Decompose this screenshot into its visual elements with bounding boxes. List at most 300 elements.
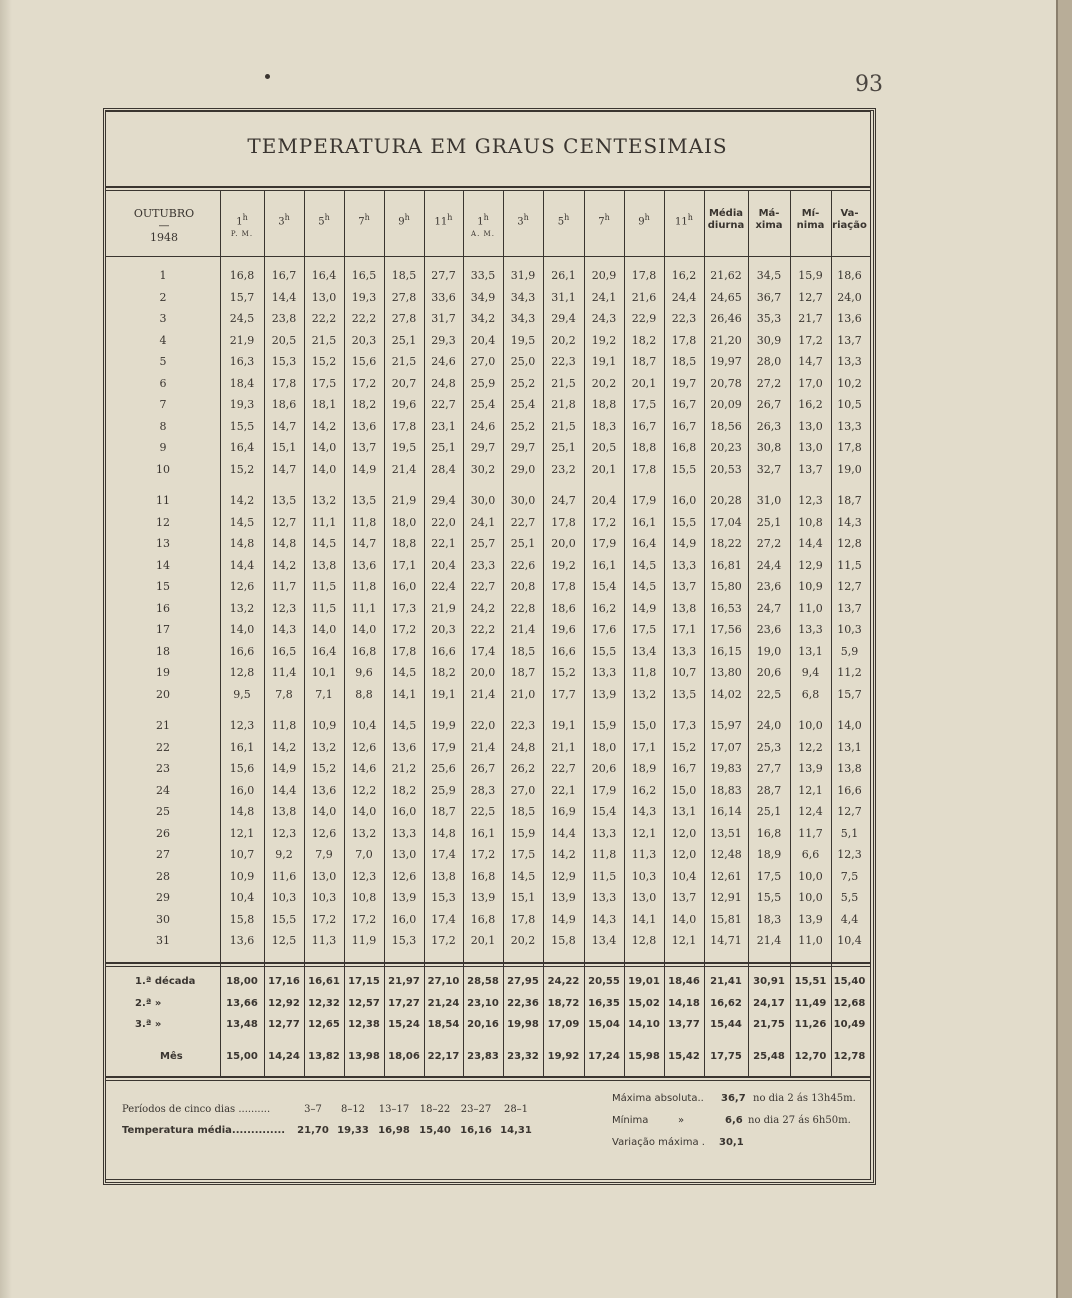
day-number: 3 <box>159 312 167 325</box>
table-cell: 14,7 <box>271 462 297 476</box>
summary-cell: 15,24 <box>388 1019 420 1030</box>
table-cell: 24,6 <box>431 355 456 368</box>
table-cell: 17,3 <box>391 601 417 615</box>
min-abs-value: 6,6 <box>725 1115 743 1126</box>
table-cell: 13,3 <box>837 355 862 368</box>
table-cell: 27,8 <box>391 290 417 304</box>
summary-cell: 12,92 <box>268 998 300 1009</box>
day-number: 30 <box>156 912 170 926</box>
table-cell: 13,5 <box>351 494 377 507</box>
table-cell: 25,3 <box>756 740 782 754</box>
table-cell: 10,3 <box>631 869 657 883</box>
table-cell: 11,5 <box>311 580 337 593</box>
table-cell: 30,8 <box>756 441 782 454</box>
table-cell: 12,4 <box>798 805 823 818</box>
table-cell: 10,9 <box>798 580 823 593</box>
table-cell: 16,14 <box>710 805 742 818</box>
day-number: 10 <box>156 462 170 476</box>
table-cell: 18,6 <box>837 269 862 282</box>
table-cell: 24,0 <box>837 290 862 304</box>
table-cell: 12,8 <box>229 666 255 679</box>
table-cell: 14,8 <box>229 805 255 818</box>
summary-cell: 13,77 <box>668 1019 700 1030</box>
summary-cell: 15,02 <box>628 998 660 1009</box>
min-abs-label: Mínima <box>612 1115 649 1126</box>
table-cell: 13,0 <box>391 848 417 861</box>
header-col <box>384 212 424 228</box>
table-cell: 10,0 <box>798 869 823 883</box>
table-cell: 35,3 <box>756 312 782 325</box>
table-cell: 17,2 <box>351 912 377 926</box>
table-cell: 12,6 <box>351 740 377 754</box>
table-cell: 16,4 <box>229 441 255 454</box>
table-cell: 14,0 <box>837 719 862 732</box>
day-number: 17 <box>156 623 170 636</box>
header-col-main: 9 <box>638 216 645 228</box>
table-cell: 22,3 <box>671 312 697 325</box>
summary-cell: 16,62 <box>710 998 742 1009</box>
table-cell: 25,7 <box>470 537 496 550</box>
table-cell: 29,7 <box>510 441 536 454</box>
table-cell: 31,1 <box>551 290 576 304</box>
summary-cell: 18,00 <box>226 976 258 987</box>
day-number: 5 <box>159 355 167 368</box>
table-cell: 15,3 <box>271 355 297 368</box>
table-cell: 16,6 <box>431 644 456 658</box>
table-cell: 14,5 <box>311 537 337 550</box>
table-cell: 14,5 <box>391 719 417 732</box>
table-cell: 18,4 <box>229 376 255 390</box>
table-cell: 12,2 <box>798 740 823 754</box>
table-cell: 16,8 <box>671 441 697 454</box>
table-cell: 13,2 <box>229 601 255 615</box>
period-range: 28–1 <box>503 1104 529 1115</box>
table-cell: 20,28 <box>710 494 742 507</box>
table-cell: 18,1 <box>311 398 337 411</box>
table-cell: 22,5 <box>470 805 496 818</box>
table-cell: 12,48 <box>710 848 742 861</box>
table-cell: 11,0 <box>798 601 823 615</box>
table-cell: 21,9 <box>391 494 417 507</box>
table-cell: 12,61 <box>710 869 742 883</box>
header-col-sub: nima <box>796 220 825 231</box>
periods-label: Períodos de cinco dias .......... <box>122 1104 271 1115</box>
summary-cell: 18,06 <box>388 1051 420 1062</box>
table-cell: 13,3 <box>671 644 697 658</box>
day-number: 16 <box>156 601 170 615</box>
table-cell: 12,7 <box>271 515 297 529</box>
table-cell: 15,2 <box>229 462 255 476</box>
page-number: 93 <box>855 72 883 97</box>
table-cell: 18,5 <box>391 269 417 282</box>
page-title: TEMPERATURA EM GRAUS CENTESIMAIS <box>247 134 728 158</box>
table-cell: 26,7 <box>470 762 496 775</box>
period-temp: 14,31 <box>500 1125 532 1136</box>
table-cell: 20,0 <box>551 537 576 550</box>
table-cell: 17,4 <box>431 848 456 861</box>
header-col-main: Mí- <box>801 208 820 219</box>
table-cell: 16,4 <box>631 537 657 550</box>
table-cell: 13,3 <box>591 891 617 904</box>
table-cell: 10,9 <box>229 869 255 883</box>
table-cell: 19,3 <box>229 398 255 411</box>
table-cell: 13,6 <box>837 312 862 325</box>
table-cell: 34,3 <box>510 312 536 325</box>
table-cell: 18,22 <box>710 537 742 550</box>
table-cell: 17,2 <box>351 376 377 390</box>
table-cell: 20,4 <box>470 333 496 347</box>
summary-cell: 12,77 <box>268 1019 300 1030</box>
table-cell: 21,5 <box>391 355 417 368</box>
header-col-sub: xima <box>755 220 783 231</box>
table-cell: 18,9 <box>756 848 782 861</box>
table-cell: 14,0 <box>311 462 337 476</box>
table-cell: 13,0 <box>631 891 657 904</box>
table-cell: 17,8 <box>510 912 536 926</box>
summary-cell: 17,27 <box>388 998 420 1009</box>
table-cell: 24,0 <box>756 719 782 732</box>
header-year: 1948 <box>150 231 178 244</box>
summary-cell: 18,46 <box>668 976 700 987</box>
table-cell: 21,1 <box>551 740 576 754</box>
table-cell: 25,4 <box>510 398 536 411</box>
table-cell: 28,0 <box>756 355 782 368</box>
table-cell: 21,9 <box>229 333 255 347</box>
table-cell: 27,7 <box>431 269 456 282</box>
table-cell: 16,1 <box>591 558 617 572</box>
table-cell: 15,5 <box>591 644 617 658</box>
summary-bottom-line <box>106 1076 871 1078</box>
table-cell: 13,8 <box>431 869 456 883</box>
table-cell: 13,7 <box>837 333 862 347</box>
table-cell: 12,3 <box>229 719 255 732</box>
table-cell: 21,5 <box>551 419 576 433</box>
table-cell: 17,8 <box>551 515 576 529</box>
table-cell: 14,2 <box>229 494 255 507</box>
table-cell: 17,8 <box>837 441 862 454</box>
table-cell: 18,5 <box>671 355 697 368</box>
header-col-sup: h <box>364 213 370 222</box>
header-col <box>624 212 664 228</box>
table-cell: 13,7 <box>837 601 862 615</box>
table-cell: 13,9 <box>798 762 823 775</box>
table-cell: 11,8 <box>351 515 377 529</box>
table-cell: 15,2 <box>311 355 337 368</box>
table-cell: 7,8 <box>275 687 293 701</box>
table-cell: 13,2 <box>351 826 377 840</box>
table-cell: 14,7 <box>271 419 297 433</box>
table-cell: 22,2 <box>470 623 496 636</box>
table-cell: 10,1 <box>311 666 337 679</box>
table-cell: 13,3 <box>391 826 417 840</box>
summary-cell: 12,38 <box>348 1019 380 1030</box>
table-cell: 25,1 <box>756 805 782 818</box>
summary-cell: 20,55 <box>588 976 620 987</box>
table-cell: 16,8 <box>470 912 496 926</box>
table-cell: 10,4 <box>351 719 377 732</box>
table-cell: 17,9 <box>591 783 617 797</box>
table-cell: 21,6 <box>631 290 657 304</box>
table-cell: 11,5 <box>311 601 337 615</box>
table-cell: 16,2 <box>671 269 697 282</box>
header-col-sup: h <box>604 213 610 222</box>
table-cell: 31,7 <box>431 312 456 325</box>
table-cell: 14,4 <box>229 558 255 572</box>
table-cell: 17,6 <box>591 623 617 636</box>
table-cell: 18,7 <box>631 355 657 368</box>
table-cell: 14,2 <box>271 558 297 572</box>
table-cell: 21,4 <box>510 623 536 636</box>
table-cell: 20,2 <box>551 333 576 347</box>
table-cell: 15,5 <box>271 912 297 926</box>
table-cell: 11,1 <box>311 515 337 529</box>
table-cell: 15,5 <box>229 419 255 433</box>
table-cell: 33,5 <box>470 269 496 282</box>
table-cell: 14,0 <box>311 623 337 636</box>
table-cell: 33,6 <box>431 290 456 304</box>
table-cell: 25,6 <box>431 762 456 775</box>
period-range: 13–17 <box>378 1104 410 1115</box>
header-col-sup: h <box>404 213 410 222</box>
table-cell: 20,2 <box>591 376 617 390</box>
summary-cell: 11,26 <box>794 1019 827 1030</box>
table-cell: 7,0 <box>355 848 373 861</box>
table-cell: 17,4 <box>431 912 456 926</box>
period-range: 3–7 <box>304 1104 322 1115</box>
table-cell: 14,3 <box>631 805 657 818</box>
table-cell: 18,7 <box>837 494 862 507</box>
summary-cell: 23,10 <box>467 998 499 1009</box>
table-cell: 15,5 <box>671 515 697 529</box>
table-cell: 15,6 <box>229 762 255 775</box>
table-cell: 18,6 <box>551 601 576 615</box>
table-cell: 16,15 <box>710 644 742 658</box>
table-cell: 16,1 <box>631 515 657 529</box>
table-cell: 18,0 <box>391 515 417 529</box>
table-cell: 27,7 <box>756 762 782 775</box>
day-number: 26 <box>156 826 170 840</box>
table-cell: 25,1 <box>391 333 417 347</box>
table-cell: 22,1 <box>431 537 456 550</box>
summary-cell: 21,41 <box>710 976 742 987</box>
table-cell: 17,8 <box>271 376 297 390</box>
table-cell: 19,5 <box>391 441 417 454</box>
table-cell: 16,0 <box>391 912 417 926</box>
table-cell: 14,02 <box>710 687 742 701</box>
table-cell: 21,5 <box>551 376 576 390</box>
table-cell: 15,0 <box>671 783 697 797</box>
table-cell: 16,2 <box>798 398 823 411</box>
summary-cell: 23,32 <box>507 1051 539 1062</box>
table-cell: 25,1 <box>510 537 536 550</box>
table-cell: 10,0 <box>798 891 823 904</box>
table-cell: 9,4 <box>801 666 820 679</box>
table-cell: 30,0 <box>470 494 496 507</box>
table-cell: 15,9 <box>591 719 617 732</box>
table-cell: 24,4 <box>756 558 782 572</box>
table-cell: 16,5 <box>351 269 377 282</box>
table-cell: 20,6 <box>591 762 617 775</box>
table-cell: 20,23 <box>710 441 742 454</box>
table-cell: 16,5 <box>271 644 297 658</box>
summary-cell: 15,40 <box>833 976 866 987</box>
table-cell: 16,7 <box>671 419 697 433</box>
table-cell: 24,6 <box>470 419 496 433</box>
table-cell: 12,6 <box>229 580 255 593</box>
day-number: 2 <box>159 290 167 304</box>
table-cell: 10,2 <box>837 376 862 390</box>
table-cell: 20,4 <box>431 558 456 572</box>
table-cell: 14,9 <box>551 912 576 926</box>
table-cell: 13,0 <box>311 869 337 883</box>
table-cell: 16,81 <box>710 558 742 572</box>
summary-bottom-line-2 <box>106 1080 871 1081</box>
table-cell: 20,6 <box>756 666 782 679</box>
table-cell: 12,1 <box>631 826 657 840</box>
table-cell: 7,5 <box>840 869 859 883</box>
table-cell: 14,2 <box>271 740 297 754</box>
table-cell: 22,0 <box>431 515 456 529</box>
temp-mean-label: Temperatura média.............. <box>122 1125 286 1136</box>
table-cell: 22,7 <box>510 515 536 529</box>
table-cell: 20,1 <box>631 376 657 390</box>
table-cell: 22,1 <box>551 783 576 797</box>
table-cell: 18,7 <box>431 805 456 818</box>
day-number: 24 <box>156 783 170 797</box>
table-cell: 12,2 <box>351 783 377 797</box>
table-cell: 16,6 <box>551 644 576 658</box>
table-cell: 11,5 <box>837 558 862 572</box>
table-cell: 32,7 <box>756 462 782 476</box>
table-cell: 12,6 <box>311 826 337 840</box>
table-cell: 15,9 <box>510 826 536 840</box>
header-col-main: 11 <box>434 216 448 228</box>
table-cell: 24,8 <box>431 376 456 390</box>
day-number: 28 <box>156 869 170 883</box>
header-col-main: Média <box>708 208 744 219</box>
table-cell: 11,3 <box>631 848 657 861</box>
table-cell: 22,5 <box>756 687 782 701</box>
table-cell: 17,1 <box>671 623 697 636</box>
table-cell: 13,8 <box>671 601 697 615</box>
table-cell: 14,71 <box>710 934 742 947</box>
table-cell: 13,7 <box>351 441 377 454</box>
table-cell: 25,2 <box>510 376 536 390</box>
table-cell: 15,1 <box>510 891 536 904</box>
day-number: 22 <box>156 740 170 754</box>
max-abs-text: no dia 2 ás 13h45m. <box>753 1093 856 1104</box>
table-cell: 14,5 <box>631 580 657 593</box>
table-cell: 23,6 <box>756 580 782 593</box>
header-col <box>220 212 264 240</box>
table-cell: 12,1 <box>229 826 255 840</box>
header-col-main: Va- <box>840 208 859 219</box>
table-cell: 25,9 <box>431 783 456 797</box>
day-number: 23 <box>156 762 170 775</box>
table-cell: 17,4 <box>470 644 496 658</box>
summary-cell: 12,65 <box>308 1019 340 1030</box>
table-cell: 18,3 <box>591 419 617 433</box>
table-cell: 27,8 <box>391 312 417 325</box>
table-cell: 14,5 <box>391 666 417 679</box>
table-cell: 11,1 <box>351 601 377 615</box>
table-cell: 12,3 <box>271 826 297 840</box>
day-number: 7 <box>159 398 167 411</box>
table-cell: 15,97 <box>710 719 742 732</box>
header-col-sup: h <box>242 213 248 222</box>
table-cell: 24,1 <box>470 515 496 529</box>
table-cell: 13,0 <box>798 441 823 454</box>
table-cell: 11,7 <box>798 826 823 840</box>
table-cell: 14,3 <box>837 515 862 529</box>
table-cell: 14,8 <box>229 537 255 550</box>
table-cell: 24,3 <box>591 312 617 325</box>
table-cell: 11,8 <box>271 719 297 732</box>
table-cell: 31,9 <box>510 269 536 282</box>
table-cell: 17,0 <box>798 376 823 390</box>
header-col <box>790 208 831 232</box>
table-cell: 20,0 <box>470 666 496 679</box>
header-col-sup: h <box>523 213 529 222</box>
table-cell: 20,4 <box>591 494 617 507</box>
table-cell: 11,2 <box>837 666 862 679</box>
table-cell: 15,2 <box>311 762 337 775</box>
summary-cell: 18,54 <box>427 1019 460 1030</box>
header-col <box>264 212 304 228</box>
table-cell: 16,53 <box>710 601 742 615</box>
table-cell: 13,8 <box>311 558 337 572</box>
table-cell: 12,3 <box>798 494 823 507</box>
table-cell: 17,9 <box>631 494 657 507</box>
table-cell: 22,4 <box>431 580 456 593</box>
table-cell: 12,7 <box>837 805 862 818</box>
table-cell: 13,6 <box>391 740 417 754</box>
table-cell: 16,3 <box>229 355 255 368</box>
table-cell: 20,2 <box>510 934 536 947</box>
table-cell: 12,6 <box>391 869 417 883</box>
summary-cell: 11,49 <box>794 998 827 1009</box>
table-cell: 24,65 <box>710 290 742 304</box>
table-cell: 14,8 <box>271 537 297 550</box>
summary-cell: 16,61 <box>308 976 340 987</box>
table-cell: 11,5 <box>591 869 617 883</box>
table-cell: 13,51 <box>710 826 742 840</box>
table-cell: 10,4 <box>671 869 697 883</box>
day-number: 20 <box>156 687 170 701</box>
table-cell: 27,0 <box>470 355 496 368</box>
table-cell: 12,7 <box>837 580 862 593</box>
table-cell: 17,2 <box>391 623 417 636</box>
table-cell: 13,9 <box>798 912 823 926</box>
summary-cell: 19,92 <box>547 1051 580 1062</box>
table-cell: 18,8 <box>591 398 617 411</box>
table-cell: 17,9 <box>591 537 617 550</box>
table-cell: 20,5 <box>271 333 297 347</box>
table-cell: 15,1 <box>271 441 297 454</box>
table-cell: 19,6 <box>391 398 417 411</box>
table-cell: 26,46 <box>710 312 742 325</box>
header-col-main: 11 <box>675 216 688 228</box>
summary-cell: 12,78 <box>833 1051 866 1062</box>
table-cell: 12,91 <box>710 891 742 904</box>
header-col-sub: P. M. <box>230 230 254 239</box>
table-cell: 16,0 <box>391 805 417 818</box>
table-cell: 11,8 <box>631 666 657 679</box>
table-cell: 16,4 <box>311 269 337 282</box>
summary-label: Mês <box>160 1051 183 1062</box>
table-cell: 17,5 <box>510 848 536 861</box>
day-number: 4 <box>159 333 167 347</box>
